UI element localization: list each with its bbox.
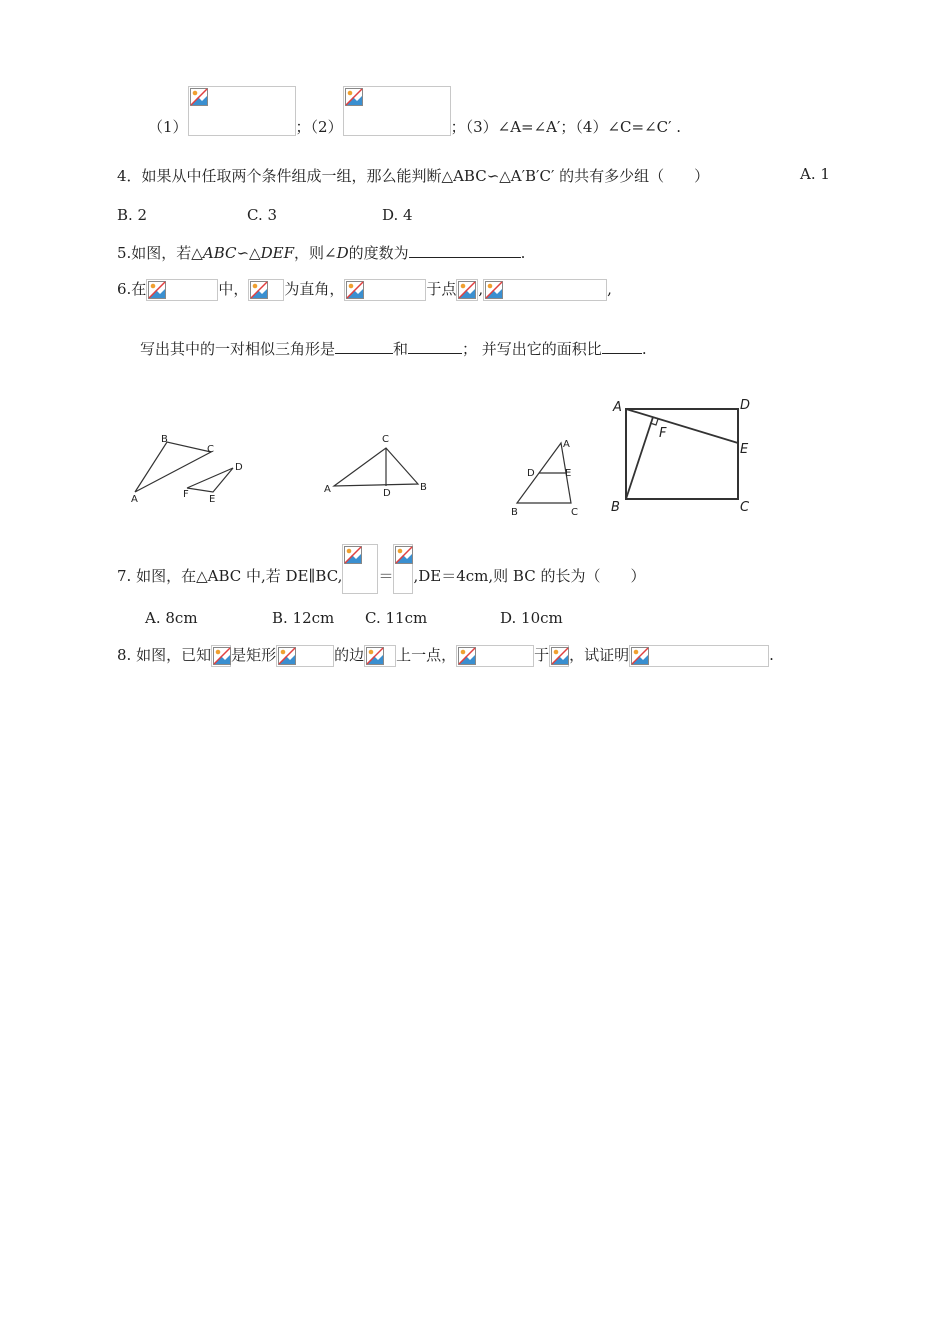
q4-option-a xyxy=(800,165,830,183)
q7-option-c xyxy=(365,609,427,627)
broken-image-icon xyxy=(456,645,534,667)
broken-image-icon xyxy=(211,645,231,667)
q4-option-d xyxy=(382,206,413,224)
question-8 xyxy=(117,644,774,667)
label-b: B xyxy=(420,482,427,493)
answer-blank[interactable] xyxy=(408,339,462,354)
q6-line2-text-1: 写出其中的一对相似三角形是 xyxy=(140,340,336,358)
option-b-text: B. 2 xyxy=(117,206,148,224)
q6-text-2: 中， xyxy=(218,280,249,298)
question-5 xyxy=(117,242,525,263)
label-d: D xyxy=(527,468,535,479)
question-3-conditions xyxy=(148,116,681,137)
q5-text-4: 的度数为 xyxy=(348,244,409,262)
figure-triangle-de-parallel-bc xyxy=(505,435,585,520)
option-a-text: A. 1 xyxy=(800,165,830,183)
label-c: C xyxy=(740,500,750,515)
question-6-line-2 xyxy=(140,338,647,359)
triangle-acb xyxy=(334,448,418,486)
q5-text-1: 5.如图，若△ xyxy=(117,244,203,262)
label-e: E xyxy=(740,442,749,457)
broken-image-icon xyxy=(549,645,569,667)
q7-option-d xyxy=(500,609,563,627)
label-a: A xyxy=(563,439,570,450)
label-c: C xyxy=(382,434,389,445)
q7-option-b xyxy=(272,609,334,627)
label-c: C xyxy=(207,444,214,455)
q7-text-1: 7. 如图，在△ABC 中,若 DE∥BC, xyxy=(117,567,343,585)
q6-comma: , xyxy=(478,280,484,298)
broken-image-icon xyxy=(248,279,284,301)
option-d-text: D. 10cm xyxy=(500,609,563,627)
broken-image-icon xyxy=(146,279,218,301)
question-6 xyxy=(117,278,612,301)
broken-image-icon xyxy=(483,279,607,301)
q4-option-c xyxy=(247,206,277,224)
broken-image-icon xyxy=(629,645,769,667)
label-d: D xyxy=(383,488,391,499)
option-a-text: A. 8cm xyxy=(145,609,198,627)
label-c: C xyxy=(571,507,578,518)
q8-text-4: 上一点， xyxy=(396,646,457,664)
q6-line2-text-2: 和 xyxy=(393,340,409,358)
label-f: F xyxy=(659,426,667,441)
q8-text-3: 的边 xyxy=(334,646,365,664)
triangle-def xyxy=(187,468,233,492)
answer-blank[interactable] xyxy=(335,339,393,354)
label-b: B xyxy=(161,434,168,445)
option-c-text: C. 11cm xyxy=(365,609,428,627)
broken-image-icon xyxy=(364,645,396,667)
broken-image-icon xyxy=(342,544,378,594)
triangle-abc xyxy=(135,442,211,492)
q5-text-2: ∽△ xyxy=(236,244,261,262)
segment-bf xyxy=(626,417,653,499)
label-d: D xyxy=(235,462,243,473)
q6-text-4: 于点 xyxy=(426,280,457,298)
option-c-text: C. 3 xyxy=(247,206,278,224)
label-d: D xyxy=(740,398,751,413)
figure-right-triangle-altitude xyxy=(320,430,430,500)
label-a: A xyxy=(613,400,622,415)
q7-equals: ＝ xyxy=(378,567,394,585)
label-a: A xyxy=(324,484,331,495)
question-4-text: 4．如果从中任取两个条件组成一组，那么能判断△ABC∽△A′B′C′ 的共有多少组（ ） xyxy=(117,167,710,185)
label-e: E xyxy=(565,468,572,479)
segment-ae xyxy=(626,409,738,443)
condition-1-label: （1） xyxy=(148,118,188,136)
q7-text-2: ,DE＝4cm,则 BC 的长为（ ） xyxy=(413,567,646,585)
q5-abc: ABC xyxy=(202,244,237,262)
q6-text-1: 6.在 xyxy=(117,280,147,298)
label-b: B xyxy=(611,500,620,515)
q6-line2-text-3: ； 并写出它的面积比 xyxy=(462,340,602,358)
q8-text-6: ，试证明 xyxy=(569,646,630,664)
broken-image-icon xyxy=(456,279,478,301)
q6-line2-period: . xyxy=(641,340,647,358)
broken-image-icon xyxy=(393,544,413,594)
q5-text-3: ，则∠ xyxy=(293,244,337,262)
broken-image-icon xyxy=(276,645,334,667)
figure-rectangle-abcd xyxy=(605,395,755,520)
broken-image-icon xyxy=(188,86,296,136)
condition-3-4-text: ；（3）∠A=∠A′；（4）∠C=∠C′ . xyxy=(450,118,682,136)
label-b: B xyxy=(511,507,518,518)
q8-text-1: 8. 如图，已知 xyxy=(117,646,212,664)
broken-image-icon xyxy=(344,279,426,301)
q4-option-b xyxy=(117,206,147,224)
option-b-text: B. 12cm xyxy=(272,609,335,627)
rectangle xyxy=(626,409,738,499)
broken-image-icon xyxy=(343,86,451,136)
label-a: A xyxy=(131,494,138,505)
label-e: E xyxy=(209,494,216,505)
answer-blank[interactable] xyxy=(409,243,521,258)
label-f: F xyxy=(183,489,189,500)
q8-text-2: 是矩形 xyxy=(231,646,277,664)
q5-def: DEF xyxy=(260,244,294,262)
q6-text-3: 为直角， xyxy=(284,280,345,298)
q8-text-5: 于 xyxy=(534,646,550,664)
option-d-text: D. 4 xyxy=(382,206,413,224)
question-4 xyxy=(117,165,709,186)
question-7 xyxy=(117,560,645,594)
q7-option-a xyxy=(145,609,198,627)
q5-period: . xyxy=(520,244,526,262)
q5-d: D xyxy=(336,244,349,262)
q8-period: . xyxy=(769,646,774,664)
q6-comma-2: , xyxy=(607,280,612,298)
answer-blank[interactable] xyxy=(602,339,642,354)
condition-2-label: ；（2） xyxy=(295,118,343,136)
figure-similar-triangles xyxy=(125,430,255,510)
